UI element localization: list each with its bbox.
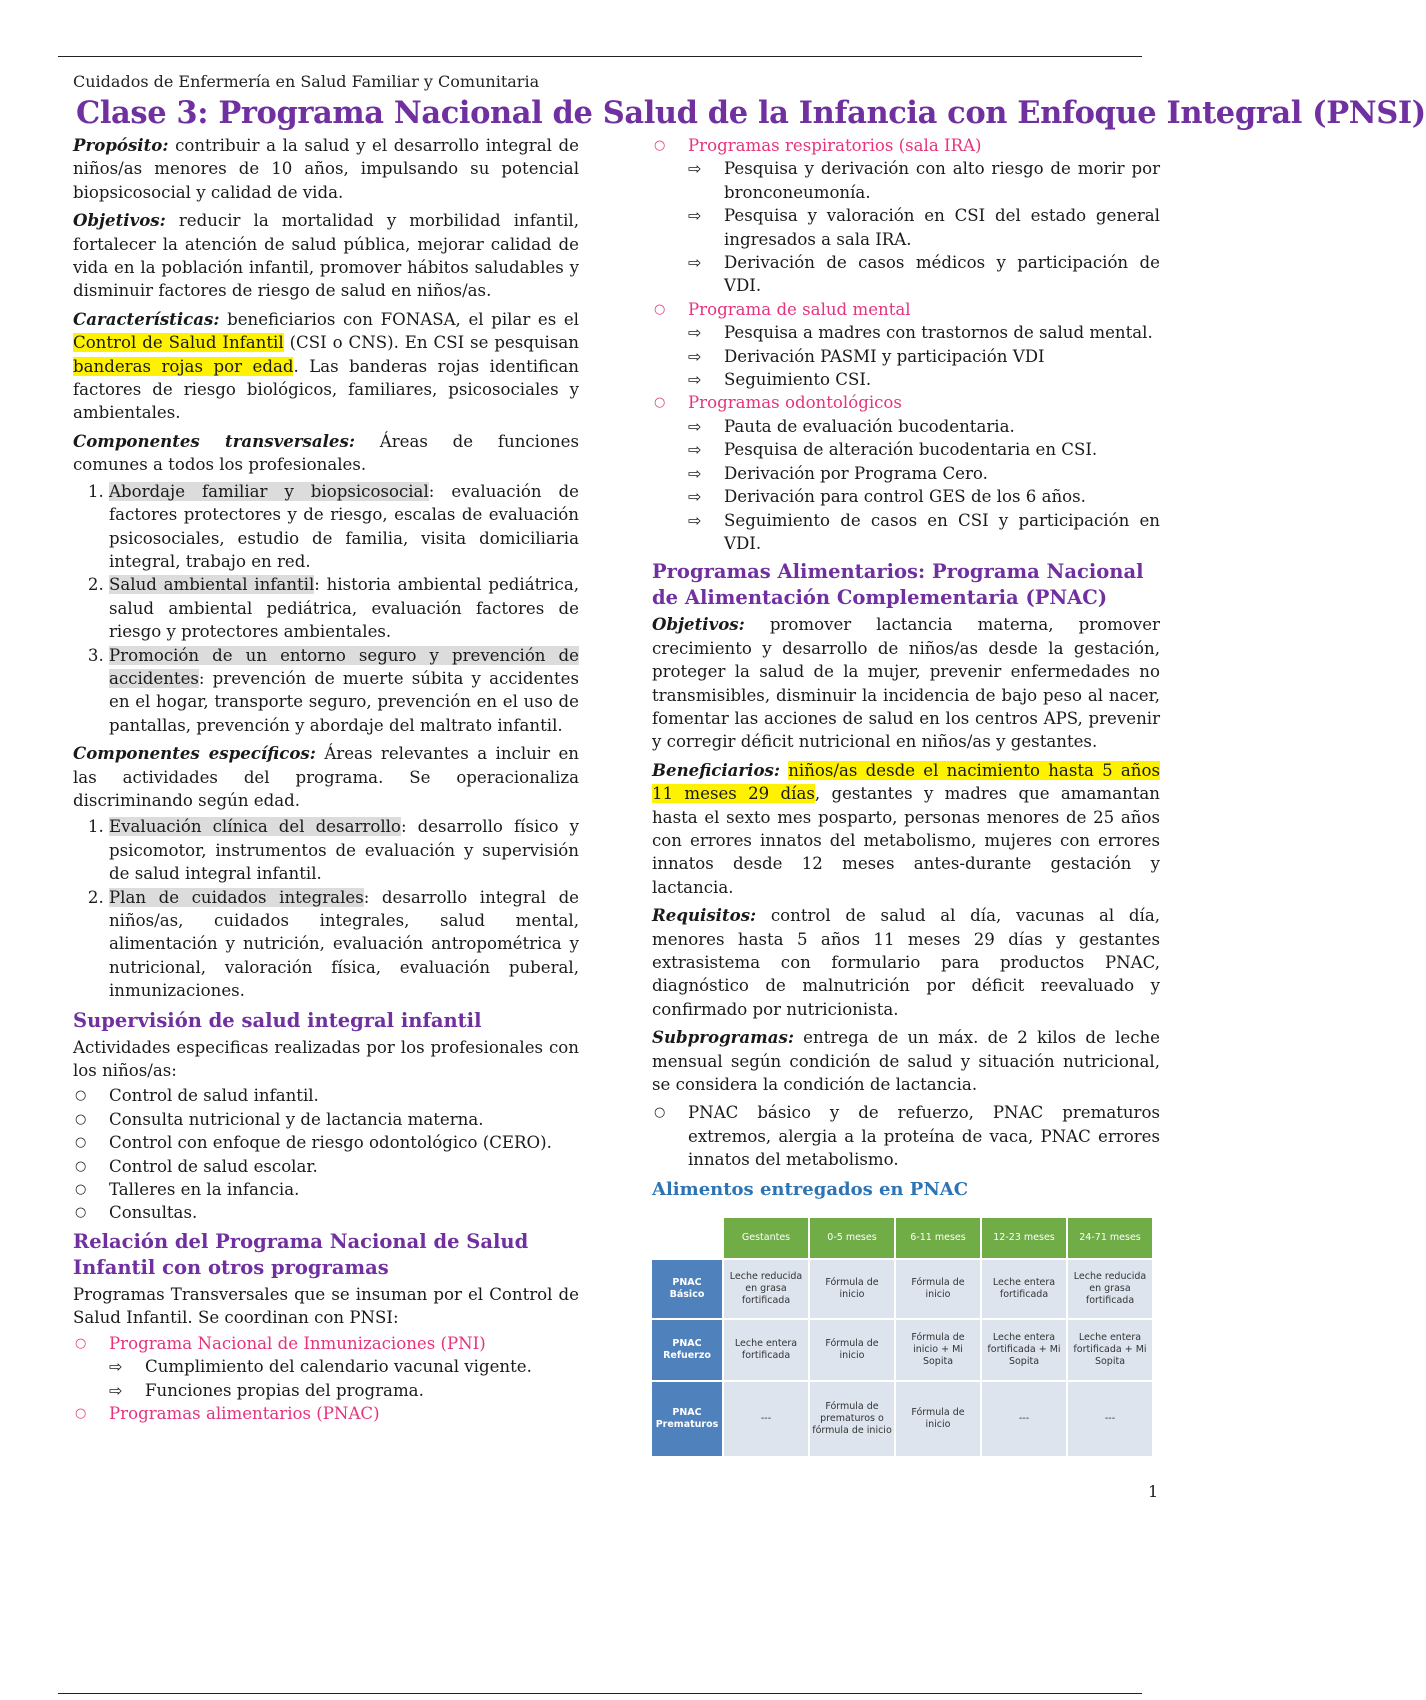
transversales-list: [73, 480, 579, 737]
table-cell: Fórmula de inicio: [896, 1260, 980, 1318]
program-pni: ○ Programa Nacional de Inmunizaciones (PNI) ⇨ Cumplimiento del calendario vacunal vigente. ⇨ Funciones propias del programa.: [73, 1332, 579, 1402]
list-item: 2. Salud ambiental infantil: historia ambiental pediátrica, salud ambiental pediátrica, evaluación factores de riesgo y protectores ambientales.: [109, 573, 579, 643]
list-item: ⇨ Derivación para control GES de los 6 años.: [688, 485, 1160, 508]
pnac-beneficiarios-paragraph: Beneficiarios: niños/as desde el nacimiento hasta 5 años 11 meses 29 días, gestantes y madres que amamantan hasta el sexto mes posparto, personas menores de 25 años con errores innatos del metabolismo, mujeres con errores innatos desde 12 meses antes-durante gestación y lactancia.: [652, 759, 1160, 897]
program-ira: ○ Programas respiratorios (sala IRA) ⇨ Pesquisa y derivación con alto riesgo de morir por bronconeumonía. ⇨ Pesquisa y valoración en CSI del estado general ingresados a sala IRA. ⇨ Derivación de casos médicos y participación de VDI.: [652, 134, 1160, 298]
table-cell: Leche entera fortificada + Mi Sopita: [1068, 1320, 1152, 1380]
list-item: ○ PNAC básico y de refuerzo, PNAC prematuros extremos, alergia a la proteína de vaca, PNAC errores innatos del metabolismo.: [652, 1101, 1160, 1171]
highlight-banderas-rojas: banderas rojas por edad: [73, 356, 294, 376]
table-cell: Fórmula de inicio: [810, 1260, 894, 1318]
program-pnac: ○ Programas alimentarios (PNAC): [73, 1402, 579, 1425]
list-item: ⇨ Cumplimiento del calendario vacunal vigente.: [109, 1355, 579, 1378]
table-cell: Leche reducida en grasa fortificada: [724, 1260, 808, 1318]
list-item: ○ Control de salud infantil.: [73, 1084, 579, 1107]
especificos-paragraph: Componentes específicos: Áreas relevantes a incluir en las actividades del programa. Se operacionaliza discriminando según edad.: [73, 743, 579, 810]
table-cell: ---: [724, 1382, 808, 1456]
list-item: ⇨ Seguimiento CSI.: [688, 368, 1160, 391]
proposito-paragraph: Propósito: contribuir a la salud y el desarrollo integral de niños/as menores de 10 años, impulsando su potencial biopsicosocial y calidad de vida.: [73, 135, 579, 202]
table-cell: Fórmula de inicio: [810, 1320, 894, 1380]
list-item: 1. Evaluación clínica del desarrollo: desarrollo físico y psicomotor, instrumentos de evaluación y supervisión de salud integral infantil.: [109, 815, 579, 885]
column-header: 0-5 meses: [810, 1218, 894, 1258]
table-cell: Fórmula de inicio + Mi Sopita: [896, 1320, 980, 1380]
right-column: [652, 134, 1160, 1458]
page-title: Clase 3: Programa Nacional de Salud de la Infancia con Enfoque Integral (PNSI): [76, 95, 1426, 131]
row-header: PNAC Básico: [652, 1260, 722, 1318]
left-column: [73, 134, 579, 1429]
list-item: ⇨ Derivación de casos médicos y participación de VDI.: [688, 251, 1160, 298]
table-row: [652, 1382, 1152, 1456]
list-item: ⇨ Pesquisa y valoración en CSI del estado general ingresados a sala IRA.: [688, 204, 1160, 251]
pnac-foods-table: [650, 1216, 1154, 1458]
column-header: 12-23 meses: [982, 1218, 1066, 1258]
bottom-rule: [58, 1693, 1142, 1694]
page-number: 1: [1148, 1482, 1159, 1501]
list-item: ⇨ Pesquisa de alteración bucodentaria en CSI.: [688, 438, 1160, 461]
table-row: [652, 1260, 1152, 1318]
list-item: ○ Control con enfoque de riesgo odontológico (CERO).: [73, 1131, 579, 1154]
table-cell: ---: [982, 1382, 1066, 1456]
row-header: PNAC Refuerzo: [652, 1320, 722, 1380]
programas-list-left: [73, 1332, 579, 1426]
table-cell: Leche reducida en grasa fortificada: [1068, 1260, 1152, 1318]
list-item: ○ Control de salud escolar.: [73, 1155, 579, 1178]
list-item: ⇨ Pesquisa a madres con trastornos de salud mental.: [688, 321, 1160, 344]
column-header: Gestantes: [724, 1218, 808, 1258]
list-item: ⇨ Seguimiento de casos en CSI y participación en VDI.: [688, 509, 1160, 556]
list-item: ⇨ Pauta de evaluación bucodentaria.: [688, 415, 1160, 438]
transversales-paragraph: Componentes transversales: Áreas de funciones comunes a todos los profesionales.: [73, 430, 579, 475]
supervision-list: [73, 1084, 579, 1224]
running-header: Cuidados de Enfermería en Salud Familiar y Comunitaria: [73, 72, 540, 91]
table-cell: Fórmula de prematuros o fórmula de inicio: [810, 1382, 894, 1456]
pnac-requisitos-paragraph: Requisitos: control de salud al día, vacunas al día, menores hasta 5 años 11 meses 29 días y gestantes extrasistema con formulario para productos PNAC, diagnóstico de malnutrición por déficit reevaluado y confirmado por nutricionista.: [652, 905, 1160, 1019]
highlight-control-salud: Control de Salud Infantil: [73, 333, 284, 353]
especificos-list: [73, 815, 579, 1002]
table-cell: Fórmula de inicio: [896, 1382, 980, 1456]
pnac-heading: Programas Alimentarios: Programa Nacional de Alimentación Complementaria (PNAC): [652, 560, 1144, 610]
table-cell: Leche entera fortificada: [724, 1320, 808, 1380]
pnac-subprogramas-paragraph: Subprogramas: entrega de un máx. de 2 kilos de leche mensual según condición de salud y situación nutricional, se considera la condición de lactancia.: [652, 1027, 1160, 1095]
subprogramas-list: [652, 1101, 1160, 1171]
supervision-heading: Supervisión de salud integral infantil: [73, 1008, 482, 1032]
caracteristicas-paragraph: Características: beneficiarios con FONASA, el pilar es el Control de Salud Infantil (CSI o CNS). En CSI se pesquisan banderas rojas por edad. Las banderas rojas identifican factores de riesgo biológicos, familiares, psicosociales y ambientales.: [73, 308, 579, 423]
list-item: ○ Talleres en la infancia.: [73, 1178, 579, 1201]
list-item: ⇨ Funciones propias del programa.: [109, 1379, 579, 1402]
program-salud-mental: ○ Programa de salud mental ⇨ Pesquisa a madres con trastornos de salud mental. ⇨ Derivación PASMI y participación VDI ⇨ Seguimiento CSI.: [652, 298, 1160, 392]
column-header: 6-11 meses: [896, 1218, 980, 1258]
supervision-intro: Actividades especificas realizadas por los profesionales con los niños/as:: [73, 1037, 579, 1081]
list-item: ○ Consultas.: [73, 1201, 579, 1224]
list-item: 2. Plan de cuidados integrales: desarrollo integral de niños/as, cuidados integrales, salud mental, alimentación y nutrición, evaluación antropométrica y nutricional, valoración física, evaluación puberal, inmunizaciones.: [109, 886, 579, 1003]
list-item: ⇨ Derivación por Programa Cero.: [688, 462, 1160, 485]
row-header: PNAC Prematuros: [652, 1382, 722, 1456]
relacion-intro: Programas Transversales que se insuman por el Control de Salud Infantil. Se coordinan con PNSI:: [73, 1284, 579, 1328]
table-cell: Leche entera fortificada + Mi Sopita: [982, 1320, 1066, 1380]
pnac-objetivos-paragraph: Objetivos: promover lactancia materna, promover crecimiento y desarrollo de niños/as desde la gestación, proteger la salud de la mujer, prevenir enfermedades no transmisibles, disminuir la incidencia de bajo peso al nacer, fomentar las acciones de salud en los centros APS, prevenir y corregir déficit nutricional en niños/as y gestantes.: [652, 614, 1160, 752]
list-item: ⇨ Derivación PASMI y participación VDI: [688, 345, 1160, 368]
relacion-heading: Relación del Programa Nacional de Salud Infantil con otros programas: [73, 1229, 529, 1279]
programas-list-right: [652, 134, 1160, 555]
table-cell: Leche entera fortificada: [982, 1260, 1066, 1318]
program-odontologicos: ○ Programas odontológicos ⇨ Pauta de evaluación bucodentaria. ⇨ Pesquisa de alteración bucodentaria en CSI. ⇨ Derivación por Programa Cero. ⇨ Derivación para control GES de los 6 años. ⇨ Seguimiento de casos en CSI y participación en VDI.: [652, 391, 1160, 555]
highlight-beneficiarios: niños/as desde el nacimiento hasta 5 años 11 meses 29 días: [652, 760, 1160, 804]
list-item: 3. Promoción de un entorno seguro y prevención de accidentes: prevención de muerte súbita y accidentes en el hogar, transporte seguro, prevención en el uso de pantallas, prevención y abordaje del maltrato infantil.: [109, 644, 579, 738]
alimentos-heading: Alimentos entregados en PNAC: [652, 1178, 969, 1200]
list-item: ○ Consulta nutricional y de lactancia materna.: [73, 1108, 579, 1131]
list-item: 1. Abordaje familiar y biopsicosocial: evaluación de factores protectores y de riesgo, escalas de evaluación psicosociales, estudio de familia, visita domiciliaria integral, trabajo en red.: [109, 480, 579, 574]
list-item: ⇨ Pesquisa y derivación con alto riesgo de morir por bronconeumonía.: [688, 157, 1160, 204]
objetivos-paragraph: Objetivos: reducir la mortalidad y morbilidad infantil, fortalecer la atención de salud pública, mejorar calidad de vida en la población infantil, promover hábitos saludables y disminuir factores de riesgo de salud en niños/as.: [73, 210, 579, 301]
table-row: [652, 1320, 1152, 1380]
table-cell: ---: [1068, 1382, 1152, 1456]
column-header: 24-71 meses: [1068, 1218, 1152, 1258]
top-rule: [58, 56, 1142, 57]
